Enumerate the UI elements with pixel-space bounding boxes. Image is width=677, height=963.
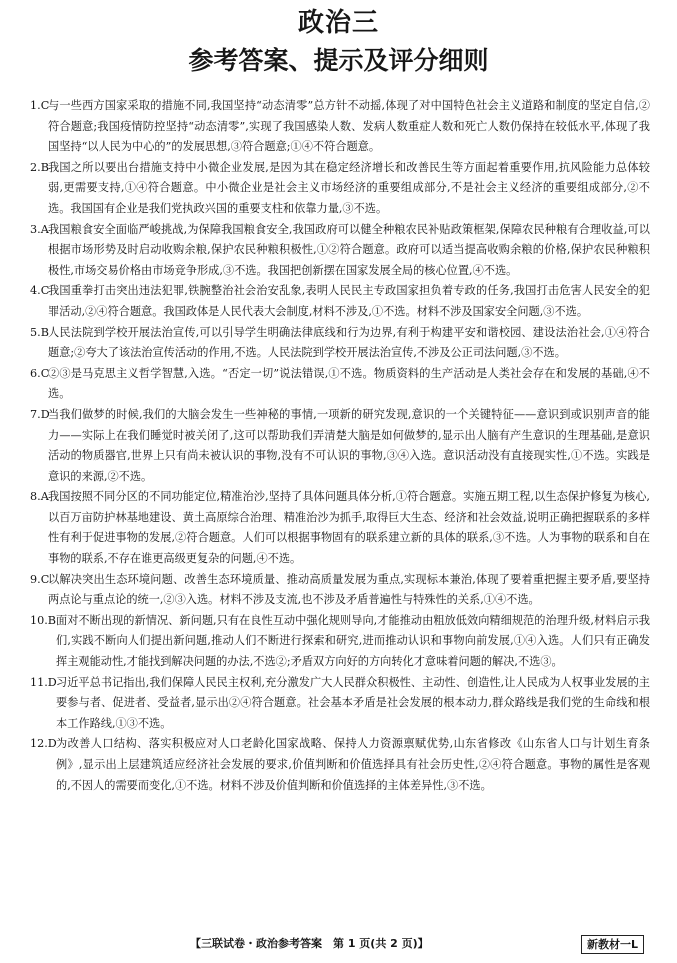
page-footer <box>0 934 677 954</box>
answer-item-6 <box>30 364 650 405</box>
answer-item-3 <box>30 220 650 282</box>
item-number: 8.A <box>30 490 49 504</box>
item-number: 9.C <box>30 572 50 586</box>
page-title: 政治三 <box>297 8 379 38</box>
item-explanation: 为改善人口结构、落实积极应对人口老龄化国家战略、保持人力资源禀赋优势,山东省修改《山东省人口与计划生育条例》,显示出上层建筑适应经济社会发展的要求,价值判断和价值选择具有社会历史性,②④符合题意。事物的属性是客观的,不因人的需要而变化,①不选。材料不涉及价值判断和价值选择的主体差异性,③不选。 <box>56 737 650 792</box>
edition-tag: 新教材一L <box>581 935 644 954</box>
item-explanation: 我国粮食安全面临严峻挑战,为保障我国粮食安全,我国政府可以健全种粮农民补贴政策框架,保障农民种粮有合理收益,可以根据市场形势及时启动收购余粮,保护农民种粮积极性,①②符合题意。政府可以适当提高收购余粮的价格,保护农民种粮积极性,市场交易价格由市场竞争形成,③不选。我国把创新摆在国家发展全局的核心位置,④不选。 <box>48 222 650 277</box>
footer-page-info: 【三联试卷・政治参考答案 第 1 页(共 2 页)】 <box>190 937 429 950</box>
item-explanation: 我国重拳打击突出违法犯罪,铁腕整治社会治安乱象,表明人民民主专政国家担负着专政的任务,我国打击危害人民安全的犯罪活动,②④符合题意。我国政体是人民代表大会制度,材料不涉及,①不选。材料不涉及国家安全问题,③不选。 <box>48 284 650 318</box>
answer-item-9 <box>30 570 650 611</box>
answer-item-2 <box>30 158 650 220</box>
item-number: 4.C <box>30 284 50 298</box>
item-number: 12.D <box>30 737 57 751</box>
item-explanation: 我国按照不同分区的不同功能定位,精准治沙,坚持了具体问题具体分析,①符合题意。实施五期工程,以生态保护修复为核心,以百万亩防护林基地建设、黄土高原综合治理、精准治沙为抓手,取得巨大生态、经济和社会效益,说明正确把握联系的多样性有利于促进事物的发展,②符合题意。人们可以根据事物固有的联系建立新的具体的联系,③不选。人为事物的联系和自在事物的联系,不存在谁更高级更复杂的问题,④不选。 <box>48 490 650 566</box>
answer-item-8 <box>30 487 650 569</box>
answer-item-11 <box>30 673 650 735</box>
item-number: 6.C <box>30 366 50 380</box>
answer-item-1 <box>30 96 650 158</box>
item-explanation: 习近平总书记指出,我们保障人民民主权利,充分激发广大人民群众积极性、主动性、创造性,让人民成为人权事业发展的主要参与者、促进者、受益者,显示出②④符合题意。社会基本矛盾是社会发展的根本动力,群众路线是我们党的生命线和根本工作路线,①③不选。 <box>56 675 650 730</box>
answer-item-7 <box>30 405 650 487</box>
item-number: 2.B <box>30 160 49 174</box>
item-explanation: 面对不断出现的新情况、新问题,只有在良性互动中强化规则导向,才能推动由粗放低效向精细规范的治理升级,材料启示我们,实践不断向人们提出新问题,推动人们不断进行探索和研究,进而推动认识和事物向前发展,①④入选。人们只有正确发挥主观能动性,才能找到解决问题的办法,不选②;矛盾双方向好的方向转化才意味着问题的解决,不选③。 <box>56 613 650 669</box>
page-subtitle: 参考答案、提示及评分细则 <box>188 46 489 75</box>
item-number: 5.B <box>30 325 49 339</box>
item-explanation: 我国之所以要出台措施支持中小微企业发展,是因为其在稳定经济增长和改善民生等方面起着重要作用,抗风险能力总体较弱,更需要支持,①④符合题意。中小微企业是社会主义市场经济的重要组成部分,不是社会主义经济的重要组成部分,②不选。我国国有企业是我们党执政兴国的重要支柱和依靠力量,③不选。 <box>48 160 650 215</box>
item-number: 11.D <box>30 675 57 689</box>
item-number: 1.C <box>30 99 50 112</box>
item-explanation: 与一些西方国家采取的措施不同,我国坚持“动态清零”总方针不动摇,体现了对中国特色社会主义道路和制度的坚定自信,②符合题意;我国疫情防控坚持“动态清零”,实现了我国感染人数、发病人数重症人数和死亡人数仍保持在较低水平,体现了我国坚持“以人民为中心的”的发展思想,③符合题意;①④不符合题意。 <box>48 99 650 154</box>
answer-item-4 <box>30 281 650 322</box>
item-explanation: 以解决突出生态环境问题、改善生态环境质量、推动高质量发展为重点,实现标本兼治,体现了要着重把握主要矛盾,要坚持两点论与重点论的统一,②③入选。材料不涉及支流,也不涉及矛盾普遍性与特殊性的关系,①④不选。 <box>48 572 650 607</box>
item-explanation: ②③是马克思主义哲学智慧,入选。“否定一切”说法错误,①不选。物质资料的生产活动是人类社会存在和发展的基础,④不选。 <box>48 366 650 401</box>
item-number: 3.A <box>30 222 49 236</box>
answer-item-10 <box>30 611 650 673</box>
answer-item-5 <box>30 323 650 364</box>
item-explanation: 人民法院到学校开展法治宣传,可以引导学生明确法律底线和行为边界,有利于构建平安和谐校园、建设法治社会,①④符合题意;②夸大了该法治宣传活动的作用,不选。人民法院到学校开展法治宣传,不涉及公正司法问题,③不选。 <box>48 325 650 360</box>
answer-list <box>30 96 650 796</box>
item-number: 10.B <box>30 613 57 627</box>
item-number: 7.D <box>30 407 50 421</box>
answer-item-12 <box>30 734 650 796</box>
item-explanation: 当我们做梦的时候,我们的大脑会发生一些神秘的事情,一项新的研究发现,意识的一个关键特征——意识到或识别声音的能力——实际上在我们睡觉时被关闭了,这可以帮助我们弄清楚大脑是如何做梦的,显示出人脑有产生意识的生理基础,是意识活动的物质器官,世界上只有尚未被认识的事物,没有不可认识的事物,③④入选。意识活动没有直接现实性,①不选。实践是意识的来源,②不选。 <box>48 407 650 483</box>
